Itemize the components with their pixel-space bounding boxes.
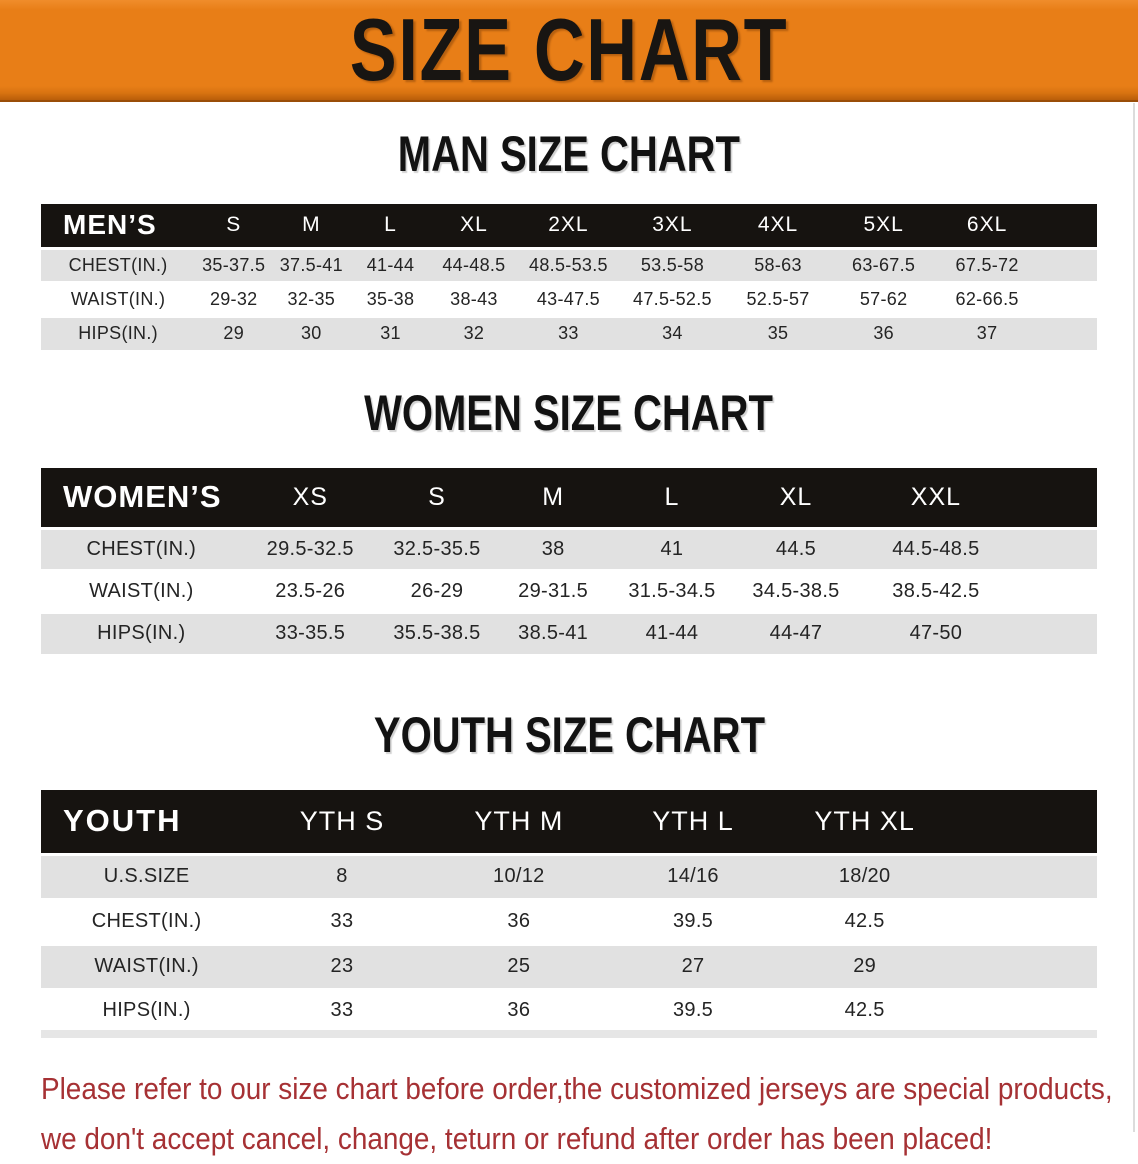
size-value: 14/16 [606,854,780,899]
size-value: 39.5 [606,989,780,1034]
men-size-col-header: 2XL [517,204,619,248]
row-label: HIPS(IN.) [41,316,195,350]
women-section-heading [0,385,1138,441]
spacer-cell [1038,204,1097,248]
size-value: 33 [252,899,432,944]
row-label: CHEST(IN.) [41,528,242,570]
row-label: HIPS(IN.) [41,612,242,654]
size-value: 23 [252,944,432,989]
men-size-col-header: 5XL [831,204,937,248]
youth-size-col-header: YTH M [432,790,606,854]
size-value: 36 [432,899,606,944]
size-value: 41-44 [350,248,430,282]
women-size-col-header: M [495,468,611,528]
size-value: 35 [725,316,831,350]
youth-hips-row [41,989,1097,1034]
spacer-cell [949,944,1097,989]
size-value: 35-38 [350,282,430,316]
men-size-table [41,204,1097,350]
disclaimer-line-1: Please refer to our size chart before order,the customized jerseys are special products, [41,1071,1113,1106]
size-value: 39.5 [606,899,780,944]
spacer-cell [1012,570,1097,612]
size-value: 37.5-41 [272,248,350,282]
spacer-cell [1012,528,1097,570]
size-value: 26-29 [379,570,495,612]
size-value: 42.5 [780,989,949,1034]
size-value: 29.5-32.5 [242,528,379,570]
men-size-col-header: 6XL [936,204,1037,248]
spacer-cell [1012,468,1097,528]
youth-header-row [41,790,1097,854]
size-value: 44.5-48.5 [859,528,1012,570]
men-size-col-header: L [350,204,430,248]
disclaimer-note [41,1064,1138,1164]
spacer-cell [1012,612,1097,654]
size-value: 30 [272,316,350,350]
size-value: 47-50 [859,612,1012,654]
women-corner-label: WOMEN’S [41,468,242,528]
spacer-cell [949,899,1097,944]
women-size-col-header: S [379,468,495,528]
size-value: 32-35 [272,282,350,316]
size-value: 29 [195,316,272,350]
spacer-cell [949,854,1097,899]
size-value: 47.5-52.5 [620,282,726,316]
size-value: 44.5 [733,528,860,570]
size-value: 33 [517,316,619,350]
women-size-col-header: XS [242,468,379,528]
row-label: WAIST(IN.) [41,944,252,989]
size-value: 63-67.5 [831,248,937,282]
size-value: 58-63 [725,248,831,282]
youth-size-col-header: YTH S [252,790,432,854]
row-label: WAIST(IN.) [41,282,195,316]
row-label: U.S.SIZE [41,854,252,899]
spacer-cell [1038,248,1097,282]
size-value: 36 [432,989,606,1034]
size-value: 29 [780,944,949,989]
size-value: 33 [252,989,432,1034]
men-size-col-header: 3XL [620,204,726,248]
size-value: 38-43 [431,282,518,316]
banner-title: SIZE CHART [349,0,789,99]
youth-waist-row [41,944,1097,989]
youth-chest-row [41,899,1097,944]
size-value: 44-47 [733,612,860,654]
men-section-heading [0,126,1138,182]
size-value: 43-47.5 [517,282,619,316]
size-value: 31 [350,316,430,350]
women-waist-row [41,570,1097,612]
spacer-cell [949,989,1097,1034]
men-size-col-header: XL [431,204,518,248]
men-header-row [41,204,1097,248]
size-value: 37 [936,316,1037,350]
size-value: 57-62 [831,282,937,316]
women-size-col-header: XL [733,468,860,528]
size-value: 41-44 [611,612,732,654]
size-value: 32.5-35.5 [379,528,495,570]
size-value: 67.5-72 [936,248,1037,282]
disclaimer-line-2: we don't accept cancel, change, teturn or refund after order has been placed! [41,1121,993,1156]
size-value: 52.5-57 [725,282,831,316]
size-value: 36 [831,316,937,350]
men-heading-text: MAN SIZE CHART [397,126,741,182]
size-value: 34 [620,316,726,350]
size-value: 18/20 [780,854,949,899]
youth-corner-label: YOUTH [41,790,252,854]
row-label: HIPS(IN.) [41,989,252,1034]
youth-size-col-header: YTH XL [780,790,949,854]
women-size-col-header: L [611,468,732,528]
size-value: 38 [495,528,611,570]
women-header-row [41,468,1097,528]
women-size-col-header: XXL [859,468,1012,528]
men-chest-row [41,248,1097,282]
size-value: 48.5-53.5 [517,248,619,282]
size-value: 10/12 [432,854,606,899]
size-value: 25 [432,944,606,989]
men-size-col-header: 4XL [725,204,831,248]
size-value: 32 [431,316,518,350]
men-waist-row [41,282,1097,316]
youth-section-heading [0,707,1138,763]
women-hips-row [41,612,1097,654]
size-value: 23.5-26 [242,570,379,612]
size-value: 35.5-38.5 [379,612,495,654]
spacer-cell [1038,282,1097,316]
row-label: CHEST(IN.) [41,248,195,282]
size-value: 35-37.5 [195,248,272,282]
size-value: 62-66.5 [936,282,1037,316]
size-value: 8 [252,854,432,899]
size-value: 38.5-41 [495,612,611,654]
youth-size-table [41,790,1097,1038]
youth-ussize-row [41,854,1097,899]
size-value: 29-31.5 [495,570,611,612]
page-right-edge-line [1133,103,1135,1132]
size-value: 34.5-38.5 [733,570,860,612]
size-value: 42.5 [780,899,949,944]
row-label: CHEST(IN.) [41,899,252,944]
spacer-cell [1038,316,1097,350]
size-value: 27 [606,944,780,989]
size-value: 33-35.5 [242,612,379,654]
men-size-col-header: M [272,204,350,248]
size-value: 31.5-34.5 [611,570,732,612]
size-value: 41 [611,528,732,570]
size-chart-banner [0,0,1138,102]
men-corner-label: MEN’S [41,204,195,248]
size-value: 29-32 [195,282,272,316]
women-size-table [41,468,1097,654]
youth-size-col-header: YTH L [606,790,780,854]
size-value: 38.5-42.5 [859,570,1012,612]
men-size-col-header: S [195,204,272,248]
women-chest-row [41,528,1097,570]
size-value: 53.5-58 [620,248,726,282]
women-heading-text: WOMEN SIZE CHART [364,385,774,441]
spacer-cell [949,790,1097,854]
size-value: 44-48.5 [431,248,518,282]
men-hips-row [41,316,1097,350]
youth-heading-text: YOUTH SIZE CHART [373,707,765,763]
row-label: WAIST(IN.) [41,570,242,612]
